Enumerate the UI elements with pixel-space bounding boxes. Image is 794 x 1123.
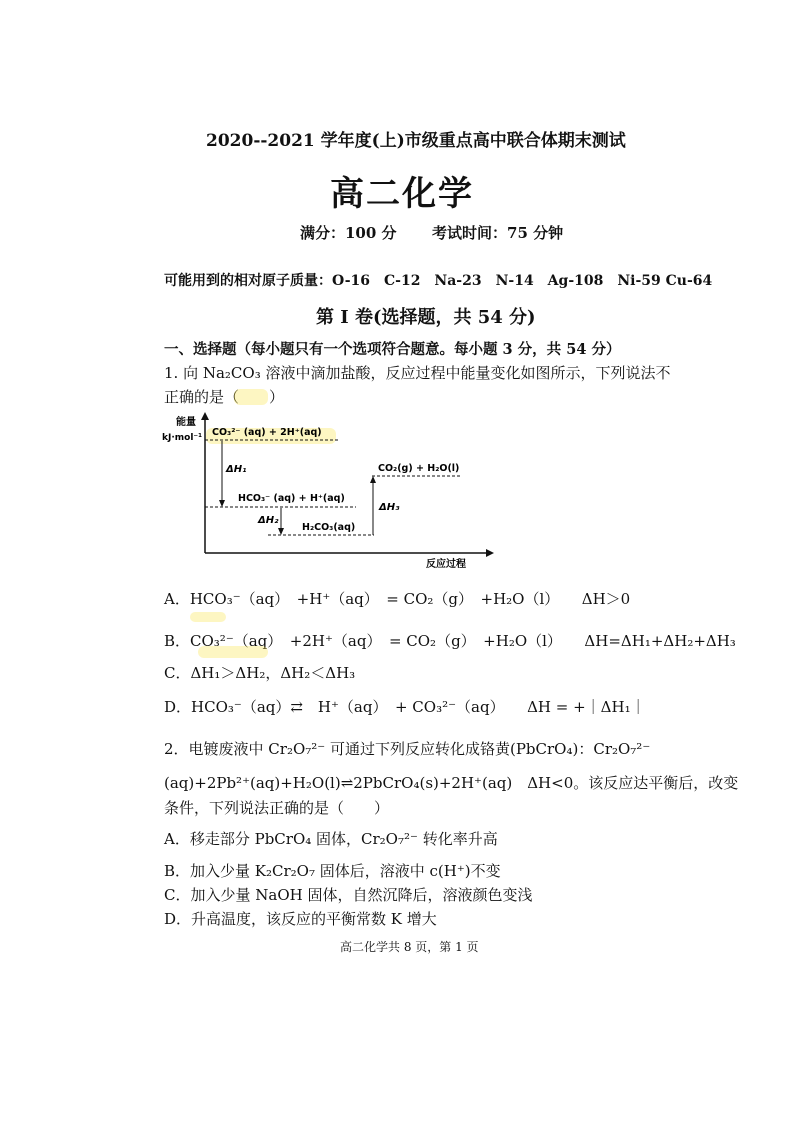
y-axis-label: 能量 [176,417,196,428]
label-level-right: CO₂(g) + H₂O(l) [378,463,460,474]
dh1-arrowhead [219,500,225,507]
q2-stem-line3: 条件，下列说法正确的是（ ） [164,799,390,817]
dh3-label: ΔH₃ [379,502,400,513]
label-level-mid: HCO₃⁻ (aq) + H⁺(aq) [238,493,345,504]
volume-title: 第 I 卷(选择题，共 54 分) [316,307,536,328]
q2-option-d: D．升高温度，该反应的平衡常数 K 增大 [164,910,437,928]
q2-stem-line2: (aq)+2Pb²⁺(aq)+H₂O(l)⇌2PbCrO₄(s)+2H⁺(aq) ΔH<0。该反应达平衡后，改变 [164,774,739,792]
q1-stem-line2: 正确的是（ ） [164,388,285,406]
q1-option-a: A．HCO₃⁻（aq） +H⁺（aq） = CO₂（g） +H₂O（l） ΔH＞0 [164,590,631,608]
page-footer: 高二化学共 8 页，第 1 页 [340,940,479,954]
x-axis-arrow [486,549,494,557]
q1-stem-line1: 1. 向 Na₂CO₃ 溶液中滴加盐酸，反应过程中能量变化如图所示，下列说法不 [164,364,671,382]
dh2-arrowhead [278,528,284,535]
highlighter-mark [198,646,268,658]
label-level-low: H₂CO₃(aq) [302,522,356,533]
dh2-label: ΔH₂ [258,515,279,526]
q2-stem-line1: 2．电镀废液中 Cr₂O₇²⁻ 可通过下列反应转化成铬黄(PbCrO₄)：Cr₂O₇²⁻ [164,740,651,758]
x-axis-label: 反应过程 [426,559,466,570]
q2-option-c: C．加入少量 NaOH 固体，自然沉降后，溶液颜色变浅 [164,886,533,904]
exam-time: 考试时间：75 分钟 [432,224,564,242]
y-axis-arrow [201,412,209,420]
dh1-label: ΔH₁ [226,464,247,475]
q1-option-c: C．ΔH₁＞ΔH₂，ΔH₂＜ΔH₃ [164,664,356,682]
part-title: 一、选择题（每小题只有一个选项符合题意。每小题 3 分，共 54 分） [164,341,621,358]
highlighter-mark [190,612,226,622]
energy-diagram [160,410,500,570]
subject-title: 高二化学 [330,174,474,214]
q1-option-b: B．CO₃²⁻（aq） +2H⁺（aq） = CO₂（g） +H₂O（l） ΔH=ΔH₁+ΔH₂+ΔH₃ [164,632,736,650]
full-score: 满分：100 分 [300,224,397,242]
atomic-masses: 可能用到的相对原子质量：O-16 C-12 Na-23 N-14 Ag-108 Ni-59 Cu-64 [164,273,713,289]
label-level-top: CO₃²⁻ (aq) + 2H⁺(aq) [212,427,322,438]
q2-option-b: B．加入少量 K₂Cr₂O₇ 固体后，溶液中 c(H⁺)不变 [164,862,501,880]
dh3-arrowhead [370,476,376,483]
exam-title: 2020--2021 学年度(上)市级重点高中联合体期末测试 [206,131,626,151]
q1-option-d: D．HCO₃⁻（aq）⇄ H⁺（aq） + CO₃²⁻（aq） ΔH = +｜ΔH₁｜ [164,698,646,716]
q2-option-a: A．移走部分 PbCrO₄ 固体，Cr₂O₇²⁻ 转化率升高 [164,830,498,848]
highlighter-mark [234,389,268,405]
y-axis-unit: kJ·mol⁻¹ [162,433,203,443]
